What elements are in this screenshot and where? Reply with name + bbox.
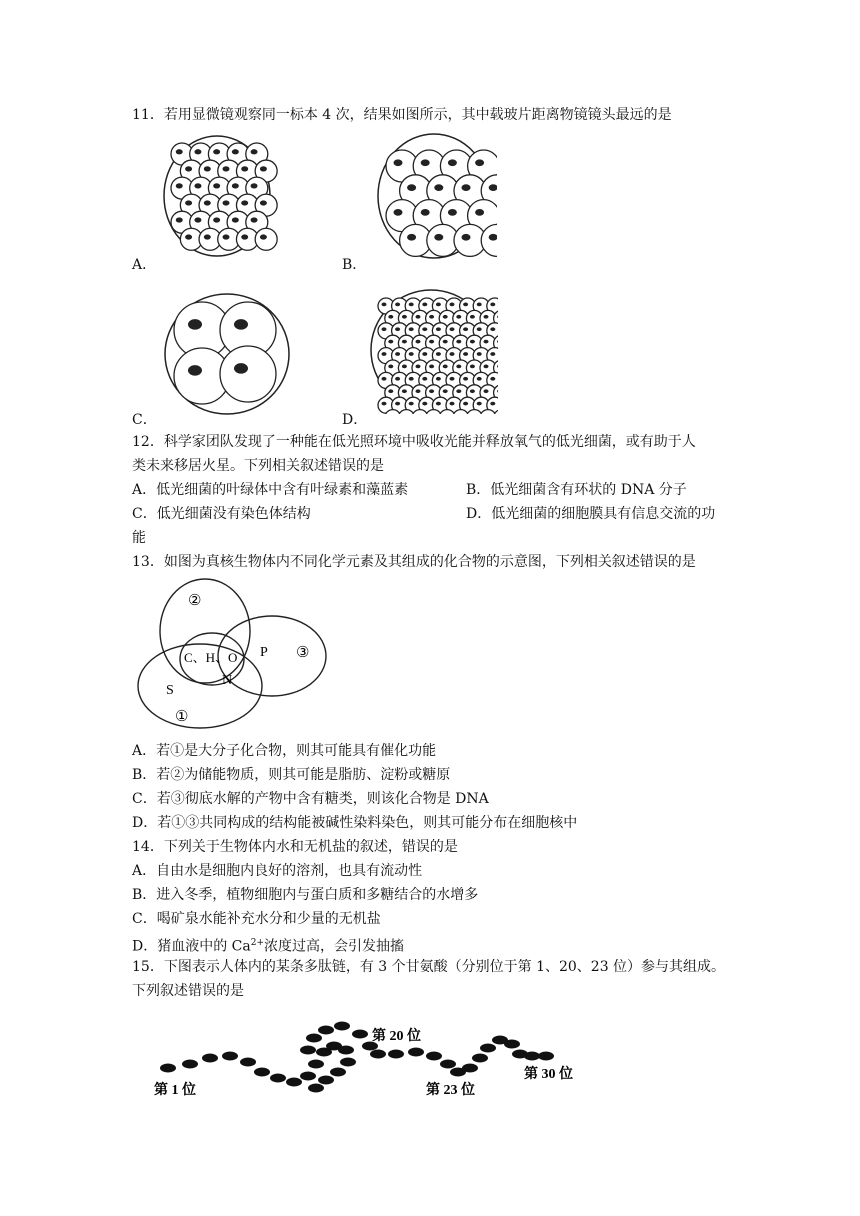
q13-option-d: D．若①③共同构成的结构能被碱性染料染色，则其可能分布在细胞核中 (132, 815, 578, 831)
cell-nucleus (407, 234, 416, 241)
cell-nucleus (443, 389, 448, 393)
cell-nucleus (443, 315, 448, 319)
cell-nucleus (223, 234, 230, 239)
cell-nucleus (234, 363, 248, 374)
cell-nucleus (477, 352, 482, 356)
venn-element-s: S (166, 683, 174, 698)
amino-acid-bead (270, 1074, 286, 1083)
amino-acid-bead (240, 1058, 256, 1067)
amino-acid-bead (440, 1060, 456, 1069)
cell-nucleus (422, 377, 427, 381)
cell-nucleus (450, 402, 455, 406)
chain-label-pos1: 第 1 位 (154, 1083, 196, 1098)
cell-nucleus (382, 303, 387, 307)
cell-nucleus (436, 303, 441, 307)
cell-nucleus (409, 303, 414, 307)
cell-nucleus (416, 340, 421, 344)
q15-stem-line2: 下列叙述错误的是 (132, 983, 244, 999)
cell-nucleus (194, 183, 201, 188)
microscope-view-c (160, 290, 295, 420)
cell-nucleus (388, 365, 393, 369)
cell-nucleus (185, 166, 192, 171)
amino-acid-bead (524, 1052, 540, 1061)
amino-acid-bead (338, 1046, 354, 1055)
cell-nucleus (176, 183, 183, 188)
amino-acid-bead (254, 1068, 270, 1077)
venn-label-1: ① (175, 709, 189, 725)
cell-nucleus (395, 327, 400, 331)
cell-nucleus (470, 340, 475, 344)
cell-nucleus (241, 200, 248, 205)
microscope-view-d (368, 284, 498, 414)
cell-nucleus (395, 303, 400, 307)
cell-nucleus (260, 166, 267, 171)
q11-label-d: D． (342, 412, 368, 428)
cell-nucleus (251, 217, 258, 222)
cell-nucleus (470, 365, 475, 369)
amino-acid-bead (352, 1030, 368, 1039)
cell-nucleus (490, 377, 495, 381)
q14-option-c: C．喝矿泉水能补充水分和少量的无机盐 (132, 911, 381, 927)
cell-nucleus (429, 340, 434, 344)
cell-nucleus (382, 402, 387, 406)
venn-center-elements: C、H、O (184, 650, 238, 665)
cell-nucleus (484, 340, 489, 344)
cell-nucleus (213, 149, 220, 154)
q14-stem: 14．下列关于生物体内水和无机盐的叙述，错误的是 (132, 839, 458, 855)
q11-label-b: B． (342, 257, 367, 273)
amino-acid-bead (300, 1072, 316, 1081)
cell-nucleus (429, 315, 434, 319)
cell-nucleus (185, 234, 192, 239)
q12-option-a: A．低光细菌的叶绿体中含有叶绿素和藻蓝素 (132, 482, 409, 498)
cell-nucleus (395, 402, 400, 406)
amino-acid-bead (538, 1052, 554, 1061)
cell-nucleus (450, 303, 455, 307)
amino-acid-bead (330, 1068, 346, 1077)
q11-label-a: A． (132, 257, 157, 273)
cell-nucleus (484, 315, 489, 319)
amino-acid-bead (308, 1060, 324, 1069)
q15-stem-line1: 15．下图表示人体内的某条多肽链，有 3 个甘氨酸（分别位于第 1、20、23 位）参与其组成。 (132, 959, 726, 975)
cell-nucleus (409, 402, 414, 406)
microscope-view-b (372, 130, 497, 265)
polypeptide-chain-diagram (148, 1010, 588, 1110)
cell-nucleus (470, 315, 475, 319)
cell-nucleus (463, 303, 468, 307)
cell-nucleus (463, 377, 468, 381)
q12-stem-line1: 12．科学家团队发现了一种能在低光照环境中吸收光能并释放氧气的低光细菌，或有助于人 (132, 434, 696, 450)
q13-stem: 13．如图为真核生物体内不同化学元素及其组成的化合物的示意图，下列相关叙述错误的是 (132, 554, 696, 570)
cell-nucleus (388, 315, 393, 319)
cell-nucleus (456, 389, 461, 393)
cell-nucleus (382, 352, 387, 356)
cell (255, 228, 277, 250)
cell-nucleus (456, 365, 461, 369)
cell-nucleus (402, 340, 407, 344)
amino-acid-bead (300, 1046, 316, 1055)
amino-acid-bead (202, 1054, 218, 1063)
cell-nucleus (422, 303, 427, 307)
cell-nucleus (416, 315, 421, 319)
cell-nucleus (490, 352, 495, 356)
amino-acid-bead (306, 1034, 322, 1043)
cell-nucleus (436, 377, 441, 381)
cell-nucleus (450, 352, 455, 356)
cell-nucleus (241, 234, 248, 239)
cell-nucleus (185, 200, 192, 205)
cell-nucleus (204, 234, 211, 239)
cell-nucleus (223, 200, 230, 205)
amino-acid-bead (318, 1026, 334, 1035)
cell-nucleus (434, 184, 443, 191)
amino-acid-bead (308, 1084, 324, 1093)
cell-nucleus (409, 377, 414, 381)
amino-acid-bead (370, 1050, 386, 1059)
cell-nucleus (388, 340, 393, 344)
cell-nucleus (395, 352, 400, 356)
cell-nucleus (448, 209, 457, 216)
cell-nucleus (260, 200, 267, 205)
cell-nucleus (407, 184, 416, 191)
cell-nucleus (422, 352, 427, 356)
amino-acid-bead (160, 1064, 176, 1073)
cell-nucleus (484, 389, 489, 393)
q14-option-b: B．进入冬季，植物细胞内与蛋白质和多糖结合的水增多 (132, 887, 479, 903)
q12-option-d-continued: 能 (132, 530, 146, 546)
cell-nucleus (463, 352, 468, 356)
cell-nucleus (456, 340, 461, 344)
cell-nucleus (475, 159, 484, 166)
q12-stem-line2: 类未来移居火星。下列相关叙述错误的是 (132, 458, 384, 474)
amino-acid-bead (182, 1060, 198, 1069)
cell-nucleus (213, 217, 220, 222)
cell-nucleus (456, 315, 461, 319)
cell-nucleus (490, 303, 495, 307)
q14-option-d-post: 浓度过高，会引发抽搐 (264, 938, 405, 955)
cell-nucleus (402, 315, 407, 319)
cell-nucleus (416, 365, 421, 369)
cell-nucleus (448, 159, 457, 166)
cell-nucleus (232, 149, 239, 154)
cell-nucleus (463, 402, 468, 406)
cell-nucleus (204, 166, 211, 171)
cell-nucleus (434, 234, 443, 241)
chain-label-pos30: 第 30 位 (524, 1067, 573, 1082)
cell-nucleus (194, 217, 201, 222)
cell-nucleus (176, 217, 183, 222)
q14-option-a: A．自由水是细胞内良好的溶剂，也具有流动性 (132, 863, 423, 879)
cell-nucleus (232, 217, 239, 222)
cell-nucleus (429, 389, 434, 393)
cell-nucleus (421, 159, 430, 166)
chain-label-pos23: 第 23 位 (426, 1083, 475, 1098)
cell-nucleus (462, 184, 471, 191)
cell-nucleus (394, 159, 403, 166)
cell-nucleus (462, 234, 471, 241)
cell-nucleus (213, 183, 220, 188)
amino-acid-bead (408, 1048, 424, 1057)
cell-nucleus (436, 402, 441, 406)
cell-nucleus (477, 402, 482, 406)
cell-nucleus (477, 327, 482, 331)
cell-nucleus (436, 327, 441, 331)
cell-nucleus (436, 352, 441, 356)
amino-acid-bead (472, 1054, 488, 1063)
cell-nucleus (241, 166, 248, 171)
cell-nucleus (443, 365, 448, 369)
cell-nucleus (394, 209, 403, 216)
q12-option-b: B．低光细菌含有环状的 DNA 分子 (466, 482, 687, 498)
amino-acid-bead (388, 1050, 404, 1059)
q11-stem: 11．若用显微镜观察同一标本 4 次，结果如图所示，其中载玻片距离物镜镜头最远的是 (132, 107, 672, 123)
cell-nucleus (490, 327, 495, 331)
q11-label-c: C． (132, 412, 157, 428)
cell-nucleus (422, 402, 427, 406)
cell-nucleus (429, 365, 434, 369)
element-venn-diagram (130, 576, 330, 736)
cell-nucleus (409, 327, 414, 331)
venn-element-n: N (222, 673, 233, 688)
cell-nucleus (194, 149, 201, 154)
cell-nucleus (443, 340, 448, 344)
cell-nucleus (402, 365, 407, 369)
cell-nucleus (422, 327, 427, 331)
cell-nucleus (450, 327, 455, 331)
cell-nucleus (395, 377, 400, 381)
q13-option-c: C．若③彻底水解的产物中含有糖类，则该化合物是 DNA (132, 791, 489, 807)
cell-nucleus (223, 166, 230, 171)
cell-nucleus (484, 365, 489, 369)
cell-nucleus (260, 234, 267, 239)
cell-nucleus (176, 149, 183, 154)
cell-nucleus (388, 389, 393, 393)
cell-nucleus (188, 319, 202, 330)
venn-element-p: P (260, 645, 268, 660)
cell-nucleus (234, 319, 248, 330)
cell-nucleus (416, 389, 421, 393)
q14-option-d (132, 934, 404, 956)
amino-acid-bead (340, 1058, 356, 1067)
cell-nucleus (382, 327, 387, 331)
cell-nucleus (382, 377, 387, 381)
cell-nucleus (188, 365, 202, 376)
cell-nucleus (490, 402, 495, 406)
amino-acid-bead (334, 1022, 350, 1031)
microscope-view-a (160, 132, 280, 262)
amino-acid-bead (504, 1040, 520, 1049)
q12-option-c: C．低光细菌没有染色体结构 (132, 506, 311, 522)
cell-nucleus (470, 389, 475, 393)
q13-option-a: A．若①是大分子化合物，则其可能具有催化功能 (132, 743, 437, 759)
chain-label-pos20: 第 20 位 (372, 1029, 421, 1044)
q14-option-d-pre: D．猪血液中的 Ca (132, 938, 251, 955)
amino-acid-bead (462, 1064, 478, 1073)
cell (220, 346, 276, 402)
cell-nucleus (409, 352, 414, 356)
cell-nucleus (463, 327, 468, 331)
cell-nucleus (204, 200, 211, 205)
amino-acid-bead (222, 1052, 238, 1061)
q14-option-d-superscript: 2+ (250, 938, 265, 948)
amino-acid-bead (286, 1078, 302, 1087)
amino-acid-bead (480, 1044, 496, 1053)
q12-option-d: D．低光细菌的细胞膜具有信息交流的功 (466, 506, 716, 522)
amino-acid-bead (318, 1076, 334, 1085)
q13-option-b: B．若②为储能物质，则其可能是脂肪、淀粉或糖原 (132, 767, 451, 783)
amino-acid-bead (426, 1052, 442, 1061)
cell-nucleus (475, 209, 484, 216)
cell-nucleus (421, 209, 430, 216)
venn-label-3: ③ (296, 645, 310, 661)
cell-nucleus (251, 183, 258, 188)
cell-nucleus (232, 183, 239, 188)
cell-nucleus (450, 377, 455, 381)
cell-nucleus (251, 149, 258, 154)
venn-label-2: ② (188, 593, 202, 609)
cell-nucleus (402, 389, 407, 393)
cell-nucleus (477, 377, 482, 381)
cell-nucleus (477, 303, 482, 307)
